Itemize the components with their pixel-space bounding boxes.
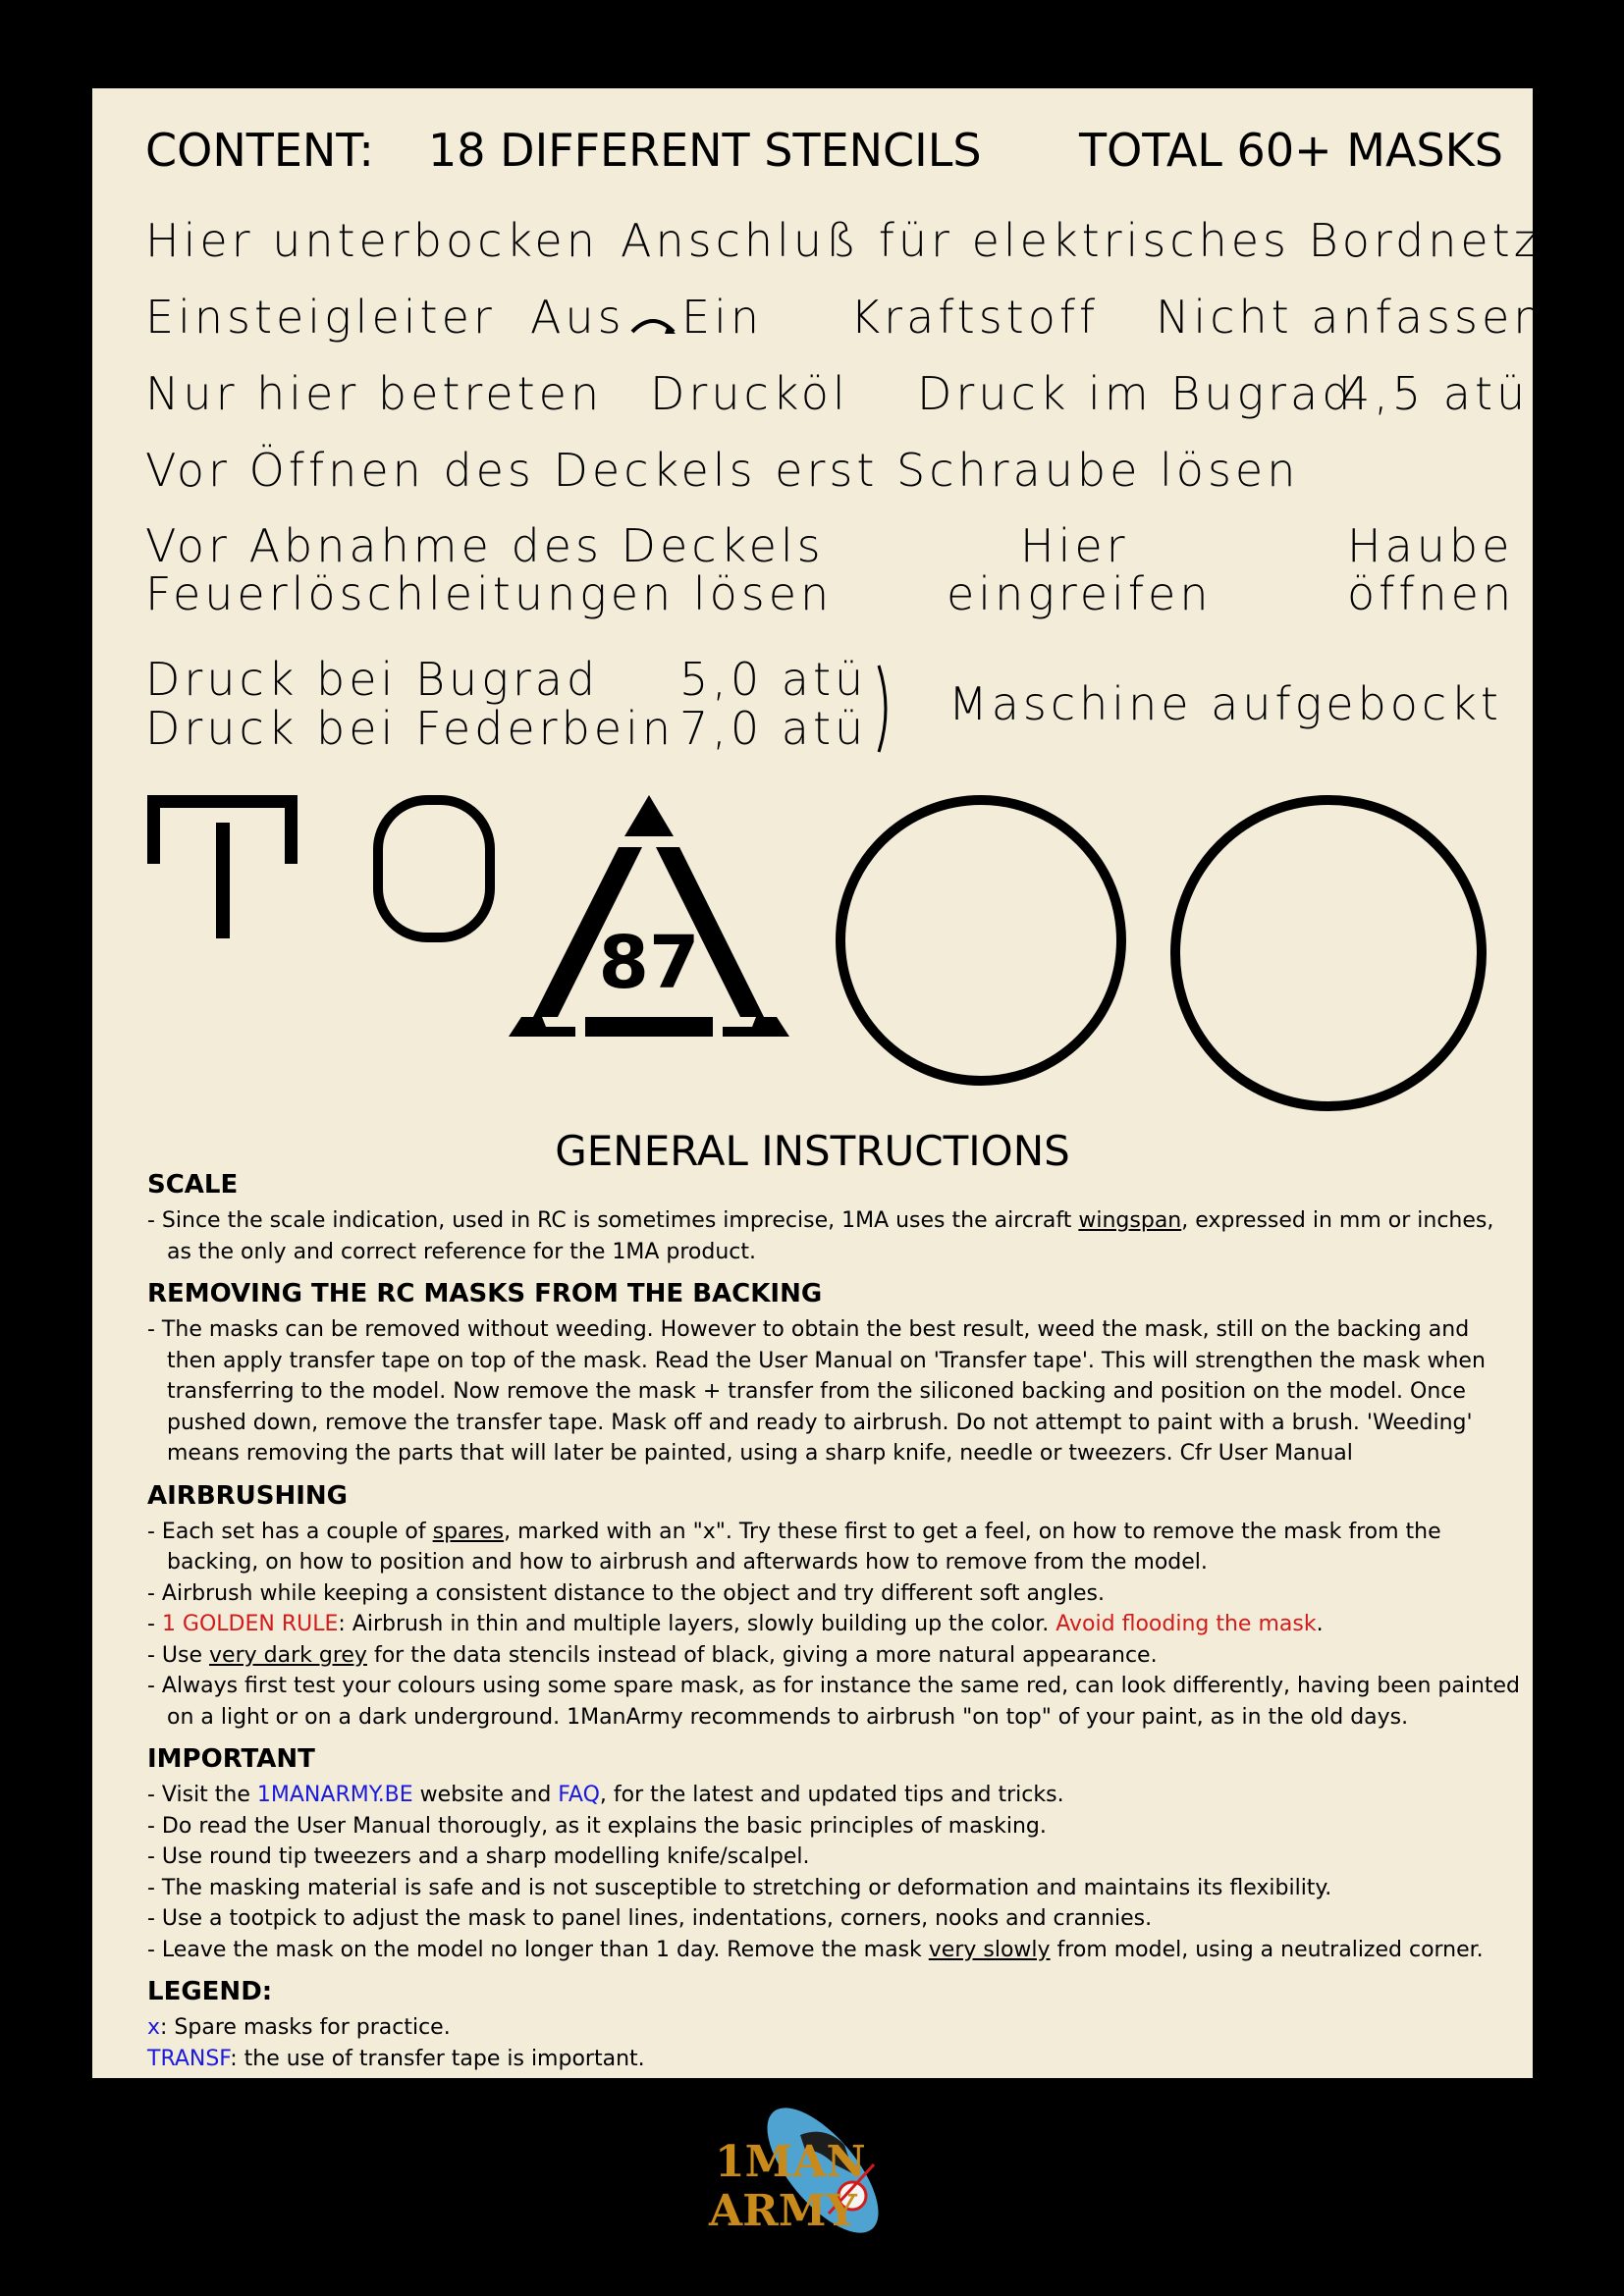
circle-outline-medium — [835, 794, 1127, 1087]
t-marker-shape — [145, 793, 302, 940]
stencil-einsteigleiter: Einsteigleiter — [145, 291, 496, 344]
rounded-rect-outline — [373, 795, 495, 942]
airbrushing-heading: AIRBRUSHING — [147, 1480, 349, 1511]
stencil-hier-line1: Hier — [1020, 519, 1129, 572]
stencil-sheet — [92, 88, 1546, 2078]
stencil-nur-hier-betreten: Nur hier betreten — [145, 367, 604, 420]
airbrushing-bullet-golden-rule: - 1 GOLDEN RULE: Airbrush in thin and multiple layers, slowly building up the color. Avoid flooding the mask. — [147, 1612, 1324, 1636]
important-bullet-material: - The masking material is safe and is not susceptible to stretching or deformation and maintains its flexibility. — [147, 1875, 1332, 1900]
legend-transfer: TRANSF: the use of transfer tape is important. — [147, 2046, 645, 2071]
important-bullet-toothpick: - Use a tootpick to adjust the mask to panel lines, indentations, corners, nooks and crannies. — [147, 1906, 1153, 1931]
triangle-number: 87 — [598, 921, 700, 1005]
stencil-druck-value: 4,5 atü — [1341, 367, 1530, 420]
stencil-kraftstoff: Kraftstoff — [850, 291, 1100, 344]
airbrushing-bullet-test: - Always first test your colours using some spare mask, as for instance the same red, can look differently, having been painted on a light or on a dark underground. 1ManArmy recommends to airbrush "on top" of your paint, as in the old days. — [147, 1674, 1521, 1730]
important-bullet-tweezers: - Use round tip tweezers and a sharp modelling knife/scalpel. — [147, 1844, 810, 1869]
stencil-vor-abnahme-line1: Vor Abnahme des Deckels — [145, 519, 825, 572]
stencil-count: 18 DIFFERENT STENCILS — [428, 124, 982, 177]
stencil-vor-abnahme-line2: Feuerlöschleitungen lösen — [145, 567, 834, 620]
switch-arrow-icon — [626, 312, 679, 338]
logo-text-line2: ARMY — [709, 2186, 857, 2236]
stencil-druck-im-bugrad: Druck im Bugrad — [917, 367, 1355, 420]
content-label: CONTENT: — [145, 124, 374, 177]
stencil-ein: Ein — [681, 291, 763, 344]
scale-heading: SCALE — [147, 1170, 239, 1200]
stencil-aus: Aus — [530, 291, 625, 344]
airbrushing-bullet-grey: - Use very dark grey for the data stencils instead of black, giving a more natural appearance. — [147, 1642, 1158, 1668]
stencil-bugrad-label: Druck bei Bugrad — [145, 653, 600, 706]
legend-heading: LEGEND: — [147, 1977, 273, 2006]
stencil-maschine-aufgebockt: Maschine aufgebockt — [948, 677, 1502, 730]
important-bullet-visit: - Visit the 1MANARMY.BE website and FAQ, for the latest and updated tips and tricks. — [147, 1783, 1064, 1807]
removing-heading: REMOVING THE RC MASKS FROM THE BACKING — [147, 1279, 823, 1308]
important-heading: IMPORTANT — [147, 1744, 315, 1774]
stencil-bugrad-value: 5,0 atü — [679, 653, 868, 706]
bracket-shape — [873, 662, 896, 756]
stencil-federbein-value: 7,0 atü — [679, 702, 868, 755]
general-instructions-title: GENERAL INSTRUCTIONS — [555, 1127, 1070, 1175]
instructions-body — [147, 1168, 1522, 2074]
stencil-vor-oeffnen: Vor Öffnen des Deckels erst Schraube lösen — [145, 444, 1300, 497]
stencil-hier-unterbocken: Hier unterbocken — [145, 214, 599, 267]
stencil-anschluss: Anschluß für elektrisches Bordnetz — [621, 214, 1542, 267]
circle-outline-large — [1169, 794, 1488, 1112]
mask-count: TOTAL 60+ MASKS — [1079, 124, 1503, 177]
stencil-nicht-anfassen: Nicht anfassen — [1156, 291, 1546, 344]
1manarmy-logo — [707, 2106, 923, 2243]
airbrushing-bullet-distance: - Airbrush while keeping a consistent distance to the object and try different soft angles. — [147, 1580, 1105, 1606]
stencil-federbein-label: Druck bei Federbein — [145, 702, 676, 755]
stencil-hier-line2: eingreifen — [947, 567, 1213, 620]
stencil-haube-line2: öffnen — [1347, 567, 1516, 620]
website-link[interactable]: 1MANARMY.BE — [256, 1783, 413, 1807]
important-bullet-manual: - Do read the User Manual thorougly, as it explains the basic principles of masking. — [147, 1813, 1047, 1839]
faq-link[interactable]: FAQ — [558, 1783, 600, 1807]
airbrushing-bullet-spares: - Each set has a couple of spares, marked with an "x". Try these first to get a feel, on how to remove the mask from the backing, on how to position and how to airbrush and afterwards how to remove from the model. — [147, 1519, 1441, 1575]
legend-spare: x: Spare masks for practice. — [147, 2015, 451, 2040]
logo-text-line1: 1MAN — [715, 2137, 866, 2187]
stencil-druckoel: Drucköl — [650, 367, 849, 420]
important-bullet-leave: - Leave the mask on the model no longer than 1 day. Remove the mask very slowly from model, using a neutralized corner. — [147, 1937, 1484, 1962]
stencil-haube-line1: Haube — [1347, 519, 1514, 572]
scale-bullet: - Since the scale indication, used in RC is sometimes imprecise, 1MA uses the aircraft wingspan, expressed in mm or inches, as the only and correct reference for the 1MA product. — [147, 1208, 1494, 1264]
fuel-triangle-87 — [507, 793, 791, 1039]
removing-bullet: - The masks can be removed without weeding. However to obtain the best result, weed the mask, still on the backing and then apply transfer tape on top of the mask. Read the User Manual on 'Transfer tape'. This will strengthen the mask when transferring to the model. Now remove the mask + transfer from the siliconed backing and position on the model. Once pushed down, remove the transfer tape. Mask off and ready to airbrush. Do not attempt to paint with a brush. 'Weeding' means removing the parts that will later be painted, using a sharp knife, needle or tweezers. Cfr User Manual — [147, 1317, 1486, 1466]
